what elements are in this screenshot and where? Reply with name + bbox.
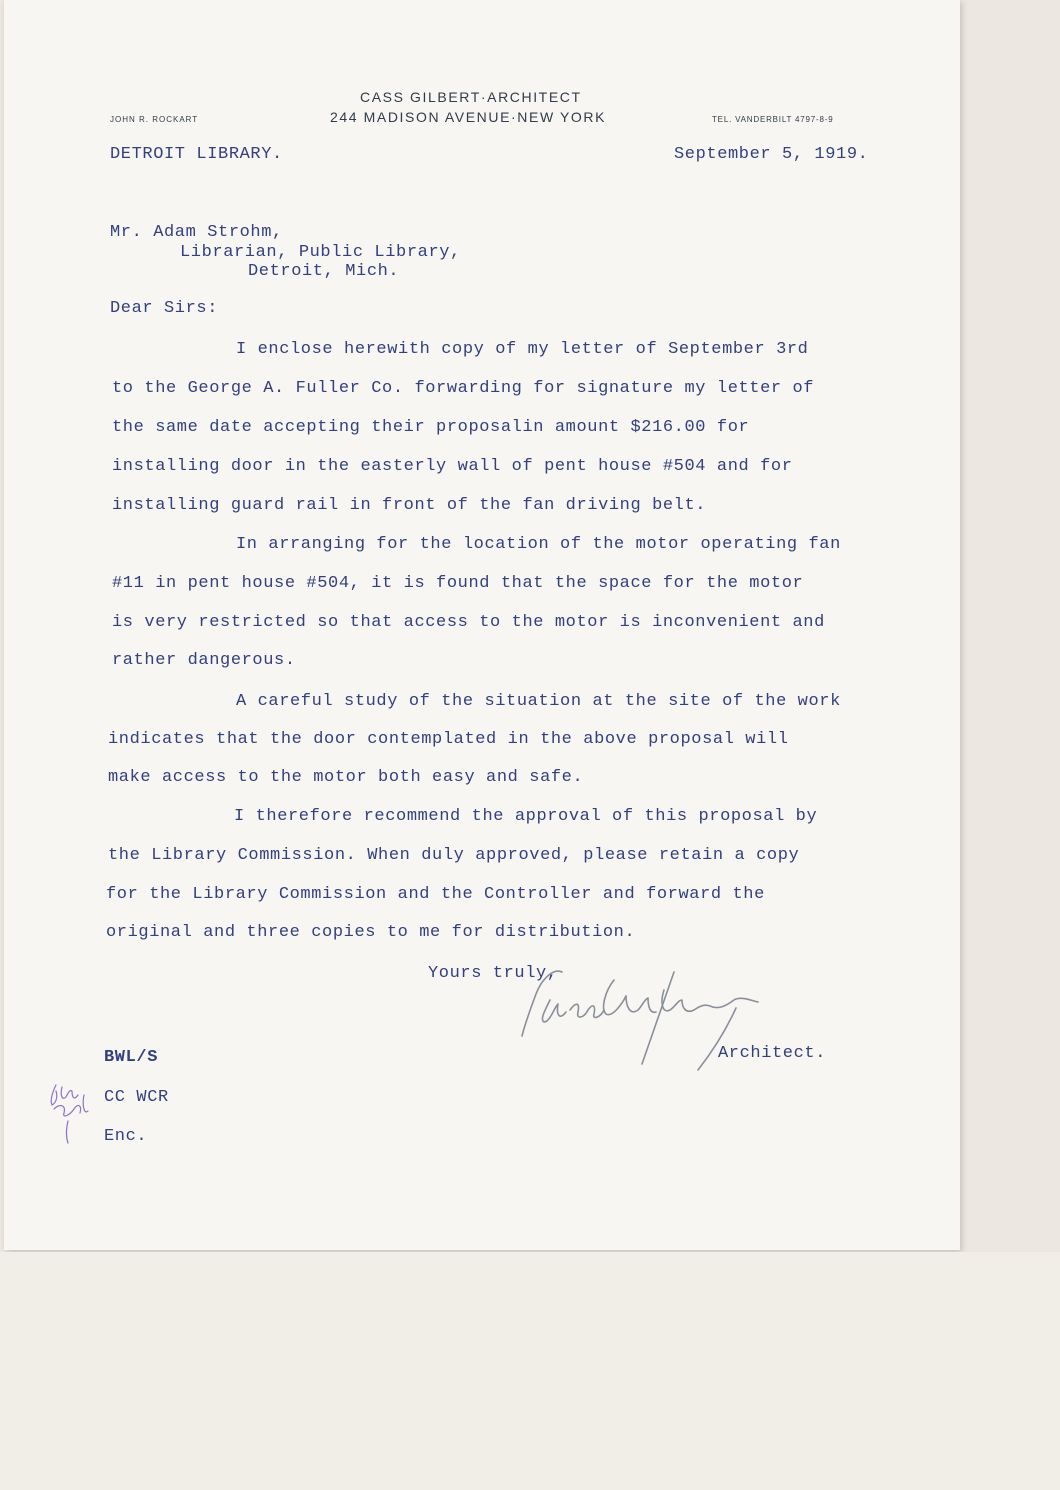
letter-sheet bbox=[4, 0, 960, 1250]
body-line: rather dangerous. bbox=[112, 651, 296, 670]
body-line: for the Library Commission and the Controller and forward the bbox=[106, 885, 765, 904]
letterhead-telephone: TEL. VANDERBILT 4797-8-9 bbox=[712, 115, 834, 124]
body-line: is very restricted so that access to the motor is inconvenient and bbox=[112, 613, 825, 632]
recipient-city: Detroit, Mich. bbox=[248, 262, 400, 281]
body-line: the Library Commission. When duly approved, please retain a copy bbox=[108, 846, 800, 865]
scan-background bbox=[0, 1252, 1060, 1490]
body-line: the same date accepting their proposalin amount $216.00 for bbox=[112, 418, 750, 437]
letterhead-firm: CASS GILBERT·ARCHITECT bbox=[360, 89, 582, 105]
body-line: to the George A. Fuller Co. forwarding for signature my letter of bbox=[112, 379, 815, 398]
body-line: installing guard rail in front of the fan driving belt. bbox=[112, 496, 707, 515]
enclosure-note: Enc. bbox=[104, 1127, 148, 1146]
body-line: I therefore recommend the approval of this proposal by bbox=[234, 807, 818, 826]
letterhead-left-name: JOHN R. ROCKART bbox=[110, 115, 199, 124]
body-line: I enclose herewith copy of my letter of September 3rd bbox=[236, 340, 809, 359]
recipient-name: Mr. Adam Strohm, bbox=[110, 223, 283, 242]
body-line: make access to the motor both easy and safe. bbox=[108, 768, 584, 787]
letter-date: September 5, 1919. bbox=[674, 145, 869, 164]
closing: Yours truly, bbox=[428, 964, 558, 983]
body-line: indicates that the door contemplated in the above proposal will bbox=[108, 730, 789, 749]
salutation: Dear Sirs: bbox=[110, 299, 219, 318]
body-line: In arranging for the location of the motor operating fan bbox=[236, 535, 841, 554]
handwritten-stamp-icon bbox=[44, 1075, 104, 1145]
signature-title: Architect. bbox=[718, 1044, 827, 1063]
body-line: #11 in pent house #504, it is found that the space for the motor bbox=[112, 574, 804, 593]
typist-initials: BWL/S bbox=[104, 1048, 159, 1067]
recipient-title: Librarian, Public Library, bbox=[180, 243, 461, 262]
carbon-copy-note: CC WCR bbox=[104, 1088, 169, 1107]
body-line: installing door in the easterly wall of pent house #504 and for bbox=[112, 457, 793, 476]
letterhead-address: 244 MADISON AVENUE·NEW YORK bbox=[330, 109, 607, 125]
subject-line: DETROIT LIBRARY. bbox=[110, 145, 283, 164]
body-line: A careful study of the situation at the site of the work bbox=[236, 692, 841, 711]
body-line: original and three copies to me for distribution. bbox=[106, 923, 636, 942]
